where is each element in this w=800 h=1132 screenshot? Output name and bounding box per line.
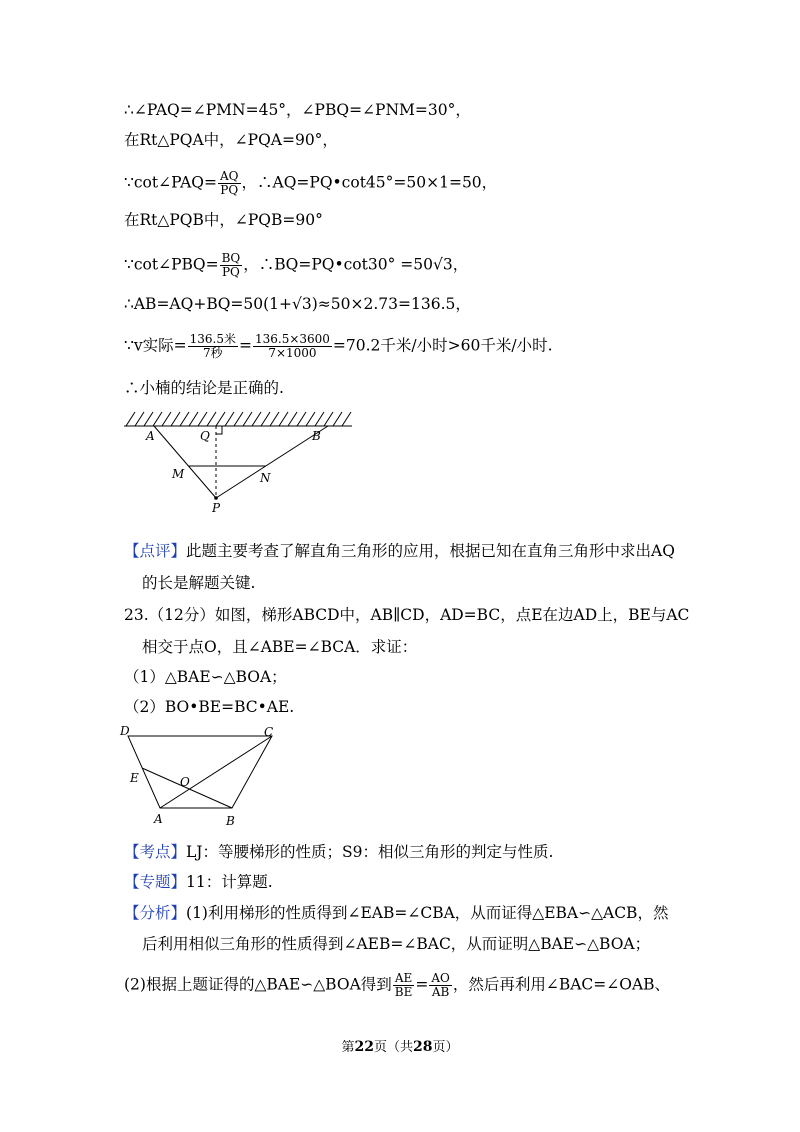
- label-a2: A: [154, 812, 163, 826]
- label-e: E: [130, 771, 139, 785]
- ground-hatch-line: [288, 412, 297, 426]
- fenxi-tag: 【分析】: [124, 904, 187, 922]
- kaodian-line: 【考点】LJ：等腰梯形的性质；S9：相似三角形的判定与性质.: [124, 843, 554, 861]
- ground-hatch-line: [315, 412, 324, 426]
- problem-23-q1: （1）△BAE∽△BOA；: [124, 668, 287, 686]
- ground-hatch-line: [180, 412, 189, 426]
- solution-conclusion: ∴小楠的结论是正确的.: [124, 379, 284, 397]
- fraction-bq-pq: $\frac{BQ}{PQ}$: [221, 251, 241, 279]
- total-pages: 28: [413, 1039, 433, 1055]
- page-footer: 第22页（共28页）: [341, 1039, 459, 1055]
- label-a: A: [146, 429, 155, 443]
- zhuanti-tag: 【专题】: [124, 873, 187, 891]
- trapezoid-figure: [116, 722, 286, 830]
- solution-line-4: 在Rt△PQB中，∠PQB=90°: [124, 211, 323, 229]
- ground-hatch-line: [342, 412, 351, 426]
- ground-hatch-line: [171, 412, 180, 426]
- label-b: B: [312, 429, 321, 443]
- label-n: N: [260, 471, 271, 485]
- solution-line-6: ∴AB=AQ+BQ=50(1+√3)≈50×2.73=136.5，: [124, 295, 471, 313]
- road-triangle-figure: [118, 404, 368, 516]
- ground-hatch-line: [126, 412, 135, 426]
- ground-hatch-line: [225, 412, 234, 426]
- fraction-ao-ab: $\frac{AO}{AB}$: [431, 971, 450, 999]
- page-number: 22: [354, 1039, 374, 1055]
- fenxi-line-3: (2)根据上题证得的△BAE∽△BOA得到 $\frac{AE}{BE}$ = $\frac{AO}{AB}$ ，然后再利用∠BAC=∠OAB、: [124, 971, 671, 999]
- solution-line-1: ∴∠PAQ=∠PMN=45°，∠PBQ=∠PNM=30°，: [124, 101, 471, 119]
- ground-hatch-line: [297, 412, 306, 426]
- ground-hatch-line: [324, 412, 333, 426]
- ground-hatch-line: [333, 412, 342, 426]
- ground-hatch-line: [135, 412, 144, 426]
- ground-hatch-line: [261, 412, 270, 426]
- review-line-2: 的长是解题关键.: [142, 574, 256, 592]
- ground-hatch-line: [216, 412, 225, 426]
- ground-hatch-line: [234, 412, 243, 426]
- fraction-aq-pq: $\frac{AQ}{PQ}$: [220, 169, 239, 197]
- ground-hatch-line: [153, 412, 162, 426]
- ground-hatch-line: [252, 412, 261, 426]
- label-m: M: [172, 467, 185, 481]
- problem-23-q2: （2）BO•BE=BC•AE.: [124, 698, 295, 716]
- label-o: O: [180, 775, 190, 789]
- zhuanti-line: 【专题】11：计算题.: [124, 873, 273, 891]
- solution-line-5: ∵cot∠PBQ= $\frac{BQ}{PQ}$ ，∴BQ=PQ•cot30° =50√3，: [124, 251, 469, 279]
- label-c: C: [264, 725, 274, 739]
- label-b2: B: [226, 814, 235, 828]
- label-d: D: [120, 724, 130, 738]
- problem-23-line-2: 相交于点O，且∠ABE=∠BCA．求证：: [142, 638, 418, 656]
- label-p: P: [212, 501, 221, 515]
- fraction-speed-1: $\frac{\text{136.5米}}{\text{7秒}}$: [189, 332, 236, 360]
- ground-hatch-line: [162, 412, 171, 426]
- ground-hatch-line: [198, 412, 207, 426]
- fenxi-line-1: 【分析】(1)利用梯形的性质得到∠EAB=∠CBA，从而证得△EBA∽△ACB，然: [124, 904, 669, 922]
- fenxi-line-2: 后利用相似三角形的性质得到∠AEB=∠BAC，从而证明△BAE∽△BOA；: [142, 935, 651, 953]
- ground-hatch-line: [270, 412, 279, 426]
- label-q: Q: [200, 429, 210, 443]
- solution-line-3: ∵cot∠PAQ= $\frac{AQ}{PQ}$ ，∴AQ=PQ•cot45°=50×1=50，: [124, 169, 498, 197]
- ground-hatch-line: [189, 412, 198, 426]
- problem-23-line-1: 23.（12分）如图，梯形ABCD中，AB∥CD，AD=BC，点E在边AD上，BE与AC: [124, 606, 690, 624]
- ground-hatch-line: [243, 412, 252, 426]
- review-tag: 【点评】: [124, 542, 187, 560]
- solution-line-2: 在Rt△PQA中，∠PQA=90°，: [124, 131, 338, 149]
- review-line-1: 【点评】此题主要考查了解直角三角形的应用，根据已知在直角三角形中求出AQ: [124, 542, 675, 560]
- ground-hatch-line: [306, 412, 315, 426]
- solution-line-7: ∵v实际= $\frac{\text{136.5米}}{\text{7秒}}$ = $\frac{136.5\times 3600}{7\times 1000}$ =70.2千米/小时>60千米/小时.: [124, 332, 553, 360]
- fraction-ae-be: $\frac{AE}{BE}$: [394, 971, 413, 999]
- ground-hatch-line: [144, 412, 153, 426]
- ground-hatch-line: [279, 412, 288, 426]
- ground-hatch-line: [207, 412, 216, 426]
- kaodian-tag: 【考点】: [124, 843, 187, 861]
- fraction-speed-2: $\frac{136.5\times 3600}{7\times 1000}$: [254, 332, 330, 360]
